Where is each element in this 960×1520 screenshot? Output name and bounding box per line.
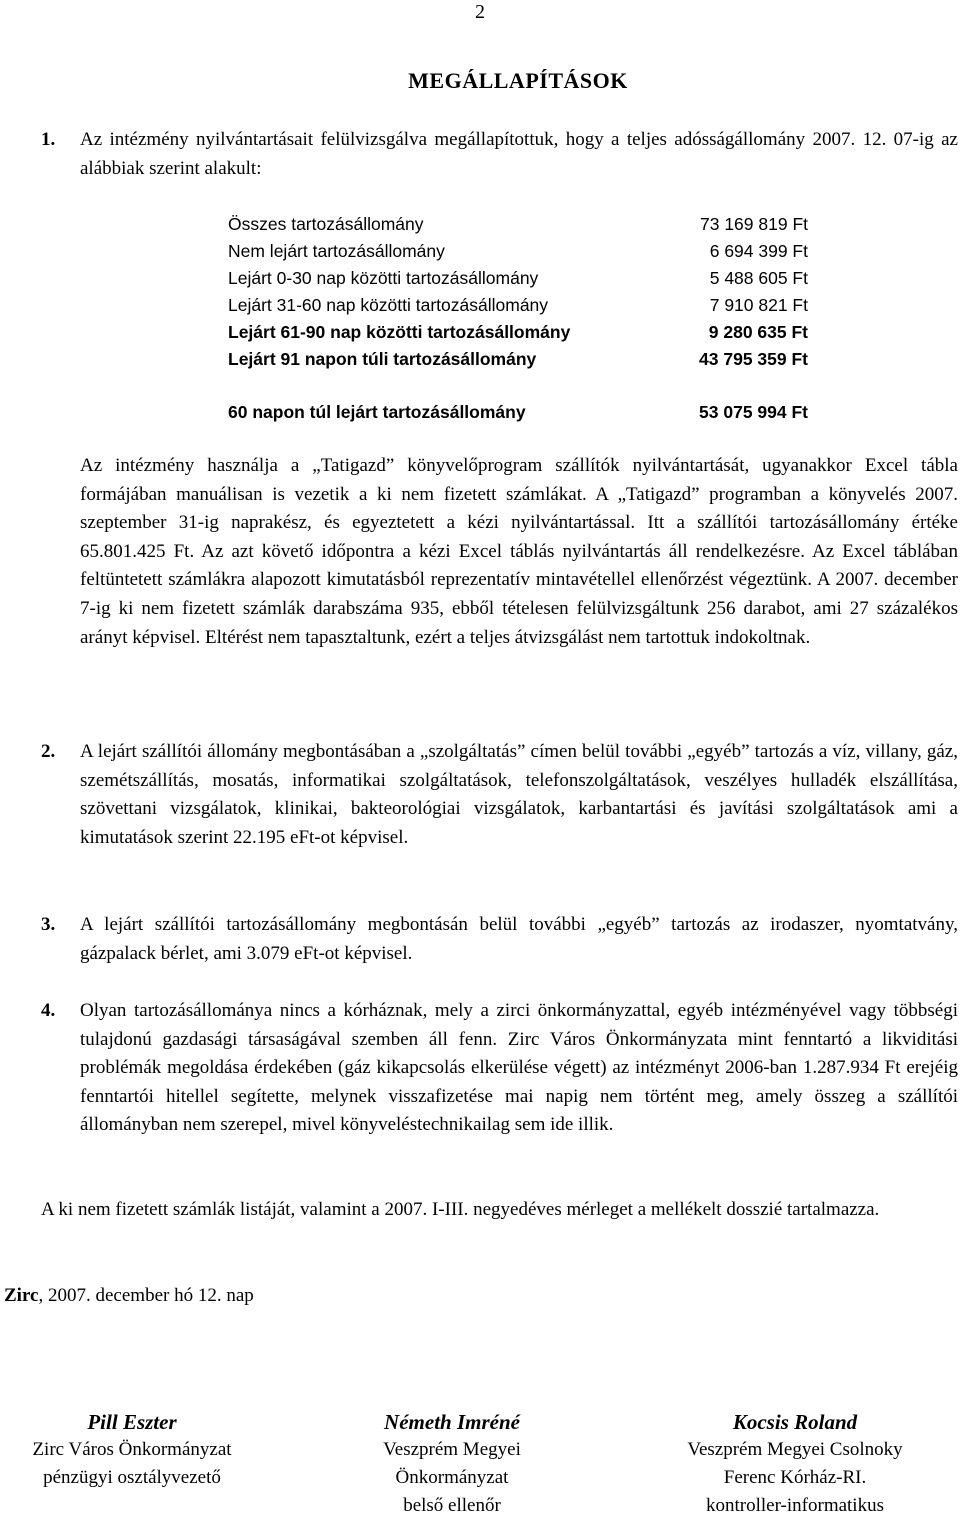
debt-total-label: 60 napon túl lejárt tartozásállomány	[228, 402, 526, 422]
debt-value: 73 169 819 Ft	[700, 214, 808, 234]
signatory-line: pénzügyi osztályvezető	[43, 1467, 221, 1488]
signature-block	[292, 1408, 612, 1520]
place: Zirc	[4, 1285, 39, 1306]
section-4-text: Olyan tartozásállománya nincs a kórháznak, mely a zirci önkormányzattal, egyéb intézményével vagy többségi tulajdonú gazdasági társaságával szemben áll fenn. Zirc Város Önkormányzata mint fenntartó a likviditási problémák megoldása érdekében (gáz kikapcsolás elkerülése végett) az intézményt 2006-ban 1.287.934 Ft erejéig fenntartói hitellel segítette, melynek visszafizetése mai napig nem történt meg, amely összeg a szállítói állományban nem szerepel, mivel könyveléstechnikailag sem ide illik.	[80, 1000, 958, 1136]
signature-block	[0, 1408, 292, 1492]
debt-value: 43 795 359 Ft	[699, 349, 808, 369]
debt-row	[228, 292, 808, 318]
debt-label: Lejárt 91 napon túli tartozásállomány	[228, 349, 537, 369]
page-title: MEGÁLLAPÍTÁSOK	[408, 68, 628, 93]
signature-block	[635, 1408, 955, 1520]
closing-paragraph: A ki nem fizetett számlák listáját, valamint a 2007. I-III. negyedéves mérleget a mellékelt dosszié tartalmazza.	[41, 1199, 880, 1220]
section-number-1: 1.	[41, 129, 56, 150]
debt-label: Lejárt 61-90 nap közötti tartozásállomány	[228, 322, 571, 342]
section-number-2: 2.	[41, 741, 56, 762]
debt-row	[228, 211, 808, 237]
debt-value: 5 488 605 Ft	[709, 268, 808, 288]
debt-value: 6 694 399 Ft	[709, 241, 808, 261]
section-2-text: A lejárt szállítói állomány megbontásában a „szolgáltatás” címen belül további „egyéb” tartozás a víz, villany, gáz, szemétszállítás, mosatás, informatikai szolgáltatások, telefonszolgáltatások, veszélyes hulladék elszállítása, szövettani vizsgálatok, klinikai, bakteorológiai vizsgálatok, karbantartási és javítási szolgáltatások ami a kimutatások szerint 22.195 eFt-ot képvisel.	[80, 741, 958, 848]
debt-total-value: 53 075 994 Ft	[699, 402, 808, 422]
signatory-line: Veszprém Megyei	[383, 1439, 521, 1460]
signatory-name: Németh Imréné	[384, 1410, 520, 1434]
debt-value: 7 910 821 Ft	[709, 295, 808, 315]
debt-total-row	[228, 399, 808, 425]
debt-value: 9 280 635 Ft	[708, 322, 808, 342]
section-1-intro: Az intézmény nyilvántartásait felülvizsgálva megállapítottuk, hogy a teljes adósságállomány 2007. 12. 07-ig az alábbiak szerint alakult:	[80, 129, 958, 179]
signatory-line: Veszprém Megyei Csolnoky	[687, 1439, 903, 1460]
place-date	[4, 1282, 254, 1311]
debt-label: Lejárt 0-30 nap közötti tartozásállomány	[228, 268, 539, 288]
signatory-line: kontroller-informatikus	[706, 1495, 884, 1516]
signatory-line: Ferenc Kórház-RI.	[723, 1467, 867, 1488]
date: , 2007. december hó 12. nap	[38, 1285, 254, 1306]
signatory-name: Pill Eszter	[87, 1410, 177, 1434]
debt-row	[228, 346, 808, 372]
debt-row	[228, 238, 808, 264]
debt-label: Összes tartozásállomány	[228, 214, 424, 234]
signatory-line: Önkormányzat	[395, 1467, 509, 1488]
debt-row	[228, 319, 808, 345]
section-1-paragraph: Az intézmény használja a „Tatigazd” könyvelőprogram szállítók nyilvántartását, ugyanakkor Excel tábla formájában manuálisan is vezetik a ki nem fizetett számlákat. A „Tatigazd” programban a könyvelés 2007. szeptember 31-ig naprakész, és egyeztetett a kézi nyilvántartással. Itt a szállítói tartozásállomány értéke 65.801.425 Ft. Az azt követő időpontra a kézi Excel táblás nyilvántartás áll rendelkezésre. Az Excel táblában feltüntetett számlákra alapozott kimutatásból reprezentatív mintavétellel ellenőrzést végeztünk. A 2007. december 7-ig ki nem fizetett számlák darabszáma 935, ebből tételesen felülvizsgáltunk 256 darabot, ami 27 százalékos arányt képvisel. Eltérést nem tapasztaltunk, ezért a teljes átvizsgálást nem tartottuk indokoltnak.	[80, 455, 958, 648]
section-number-3: 3.	[41, 914, 56, 935]
debt-label: Nem lejárt tartozásállomány	[228, 241, 445, 261]
signatory-name: Kocsis Roland	[732, 1410, 858, 1434]
section-number-4: 4.	[41, 1000, 56, 1021]
debt-row	[228, 265, 808, 291]
debt-label: Lejárt 31-60 nap közötti tartozásállomány	[228, 295, 549, 315]
signatory-line: belső ellenőr	[403, 1495, 501, 1516]
section-3-text: A lejárt szállítói tartozásállomány megbontásán belül további „egyéb” tartozás az irodaszer, nyomtatvány, gázpalack bérlet, ami 3.079 eFt-ot képvisel.	[80, 914, 958, 964]
signatory-line: Zirc Város Önkormányzat	[32, 1439, 232, 1460]
page-number: 2	[475, 1, 485, 23]
